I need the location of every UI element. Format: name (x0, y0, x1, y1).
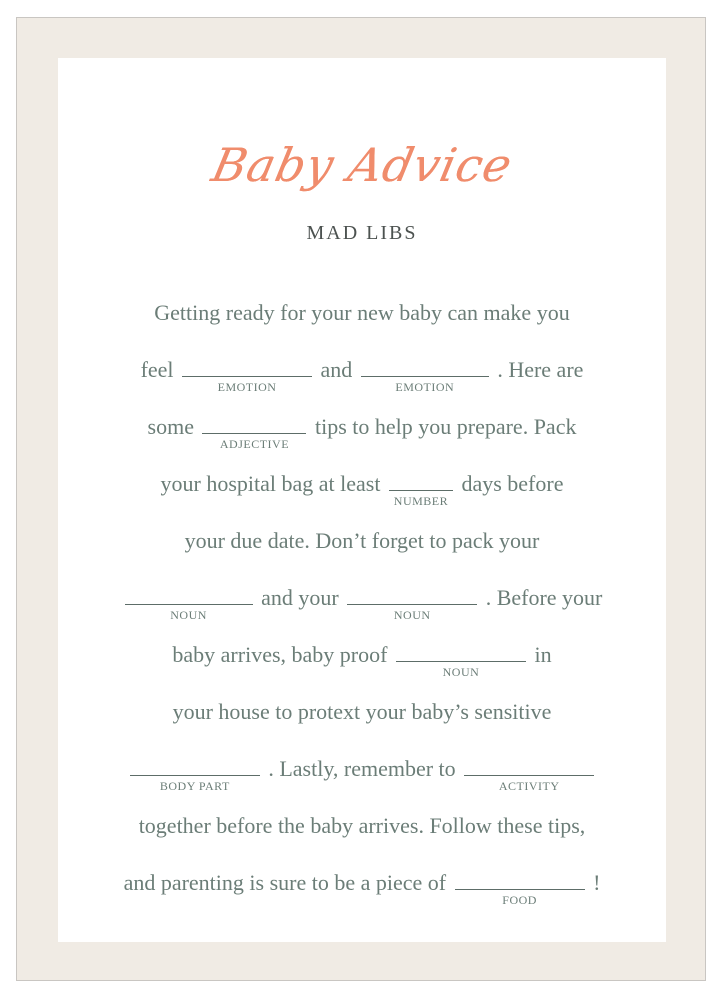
blank-activity[interactable]: ACTIVITY (464, 757, 594, 776)
story-line-6: NOUN and your NOUN . Before your (0, 585, 724, 611)
story-line-7: baby arrives, baby proof NOUN in (172, 642, 552, 679)
story-line-11: and parenting is sure to be a piece of FOOD ! (123, 870, 601, 907)
story-line-10: together before the baby arrives. Follow these tips, (138, 813, 586, 838)
blank-emotion-1[interactable]: EMOTION (182, 358, 312, 377)
blank-adjective[interactable]: ADJECTIVE (202, 415, 306, 434)
blank-number[interactable]: NUMBER (389, 472, 453, 491)
story-line-8: your house to protext your baby’s sensitive (172, 699, 552, 724)
story-line-9: BODY PART . Lastly, remember to ACTIVITY (0, 756, 724, 782)
story-line-5: your due date. Don’t forget to pack your (184, 528, 540, 553)
blank-emotion-2[interactable]: EMOTION (361, 358, 489, 377)
story-line-4: your hospital bag at least NUMBER days before (160, 471, 564, 508)
story-line-3: some ADJECTIVE tips to help you prepare. Pack (147, 414, 577, 451)
story-line-2: feel EMOTION and EMOTION . Here are (140, 357, 584, 394)
blank-noun-2[interactable]: NOUN (347, 586, 477, 605)
subtitle: MAD LIBS (306, 222, 418, 244)
blank-noun-1[interactable]: NOUN (125, 586, 253, 605)
script-title: Baby Advice (206, 138, 518, 192)
blank-noun-3[interactable]: NOUN (396, 643, 526, 662)
story-line-1: Getting ready for your new baby can make you (154, 300, 570, 325)
blank-body-part[interactable]: BODY PART (130, 757, 260, 776)
blank-food[interactable]: FOOD (455, 871, 585, 890)
